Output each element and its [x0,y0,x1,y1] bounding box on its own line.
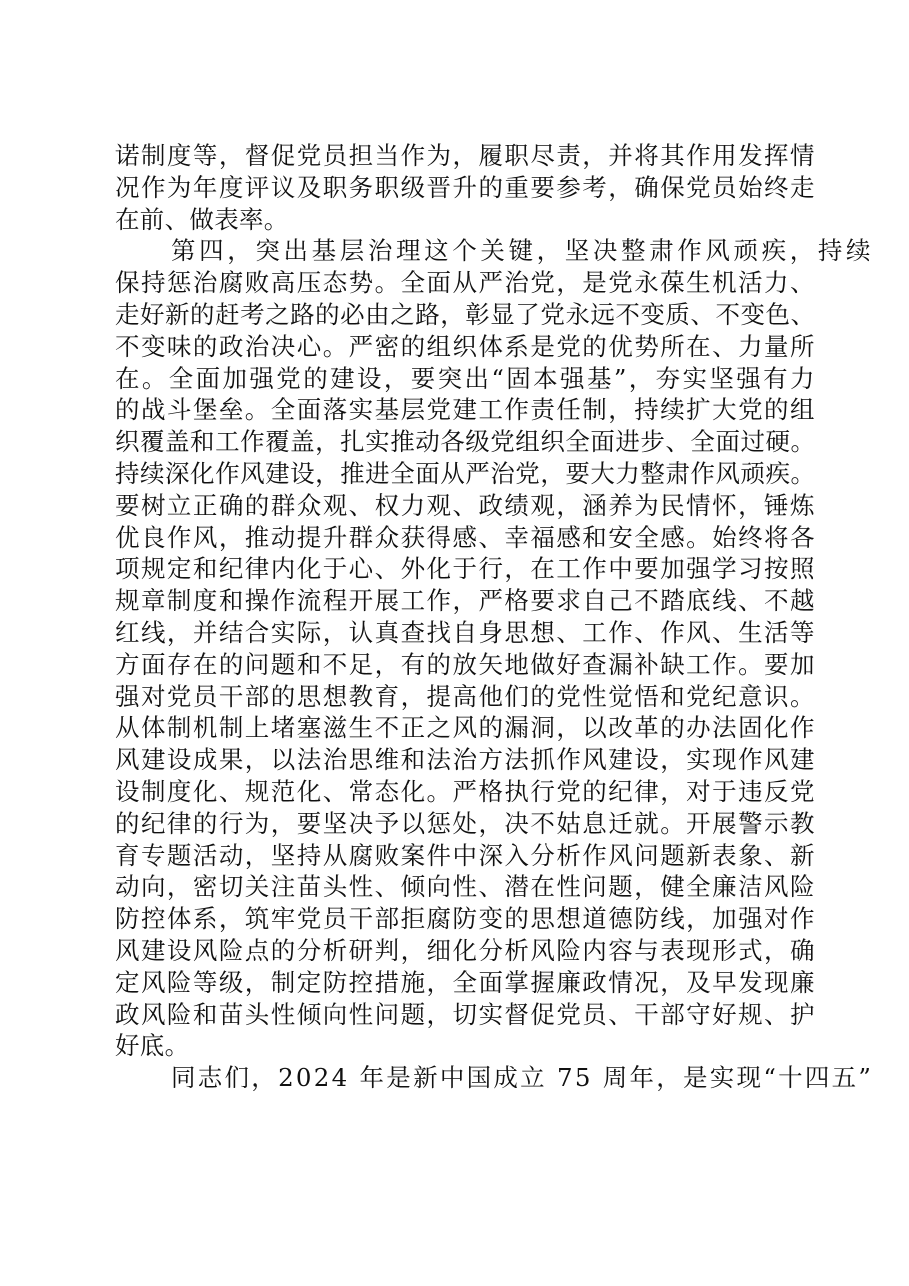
text-line [115,999,815,1031]
line-text: 育专题活动，坚持从腐败案件中深入分析作风问题新表象、新 [115,840,816,870]
line-text: 的纪律的行为，要坚决予以惩处，决不姑息迁就。开展警示教 [115,808,816,838]
line-text: 诺制度等，督促党员担当作为，履职尽责，并将其作用发挥情 [115,141,816,170]
line-text: 方面存在的问题和不足，有的放矢地做好查漏补缺工作。要加 [115,649,816,679]
text-line [115,331,815,363]
text-line [115,967,815,999]
text-line [115,744,815,776]
line-text: 强对党员干部的思想教育，提高他们的党性觉悟和党纪意识。 [115,681,816,711]
text-line [115,394,815,426]
line-text: 的战斗堡垒。全面落实基层党建工作责任制，持续扩大党的组 [115,395,816,425]
text-line [115,490,815,522]
text-line [115,299,815,331]
text-line [115,649,815,681]
paragraph-start-line [115,235,875,267]
text-line [115,681,815,713]
line-text: 织覆盖和工作覆盖，扎实推动各级党组织全面进步、全面过硬。 [115,427,816,457]
line-text: 防控体系，筑牢党员干部拒腐防变的思想道德防线，加强对作 [115,904,816,934]
line-text: 优良作风，推动提升群众获得感、幸福感和安全感。始终将各 [115,522,816,552]
text-line [115,808,815,840]
line-text: 规章制度和操作流程开展工作，严格要求自己不踏底线、不越 [115,586,816,616]
text-line [115,617,815,649]
line-text: 风建设成果，以法治思维和法治方法抓作风建设，实现作风建 [115,745,816,775]
line-text: 好底。 [115,1031,190,1061]
line-text: 持续深化作风建设，推进全面从严治党，要大力整肃作风顽疾。 [115,458,816,488]
line-text: 在。全面加强党的建设，要突出“固本强基”，夯实坚强有力 [115,363,817,393]
body-text [115,140,875,1094]
line-text: 从体制机制上堵塞滋生不正之风的漏洞，以改革的办法固化作 [115,713,816,743]
line-text: 第四，突出基层治理这个关键，坚决整肃作风顽疾，持续 [171,236,875,266]
line-text: 不变味的政治决心。严密的组织体系是党的优势所在、力量所 [115,331,816,361]
text-line [115,426,815,458]
line-text: 政风险和苗头性倾向性问题，切实督促党员、干部守好规、护 [115,999,816,1029]
text-line [115,140,815,172]
line-text: 动向，密切关注苗头性、倾向性、潜在性问题，健全廉洁风险 [115,872,816,902]
line-text: 定风险等级，制定防控措施，全面掌握廉政情况，及早发现廉 [115,967,816,997]
text-line [115,935,815,967]
text-line [115,458,815,490]
text-line [115,522,815,554]
text-line [115,267,815,299]
line-text: 同志们，2024 年是新中国成立 75 周年，是实现“十四五” [171,1063,874,1093]
line-text: 项规定和纪律内化于心、外化于行，在工作中要加强学习按照 [115,554,816,584]
text-line [115,776,815,808]
line-text: 要树立正确的群众观、权力观、政绩观，涵养为民情怀，锤炼 [115,490,816,520]
line-text: 况作为年度评议及职务职级晋升的重要参考，确保党员始终走 [115,172,816,202]
line-text: 红线，并结合实际，认真查找自身思想、工作、作风、生活等 [115,617,816,647]
line-text: 在前、做表率。 [115,204,289,234]
paragraph-start-line [115,1062,874,1094]
text-line [115,712,815,744]
text-line [115,903,815,935]
text-line [115,1030,815,1062]
line-text: 风建设风险点的分析研判，细化分析风险内容与表现形式，确 [115,935,816,965]
line-text: 设制度化、规范化、常态化。严格执行党的纪律，对于违反党 [115,776,816,806]
text-line [115,840,815,872]
text-line [115,363,815,395]
line-text: 保持惩治腐败高压态势。全面从严治党，是党永葆生机活力、 [115,268,816,298]
text-line [115,204,815,236]
line-text: 走好新的赶考之路的必由之路，彰显了党永远不变质、不变色、 [115,299,816,329]
text-line [115,172,815,204]
text-line [115,553,815,585]
text-line [115,871,815,903]
text-line [115,585,815,617]
